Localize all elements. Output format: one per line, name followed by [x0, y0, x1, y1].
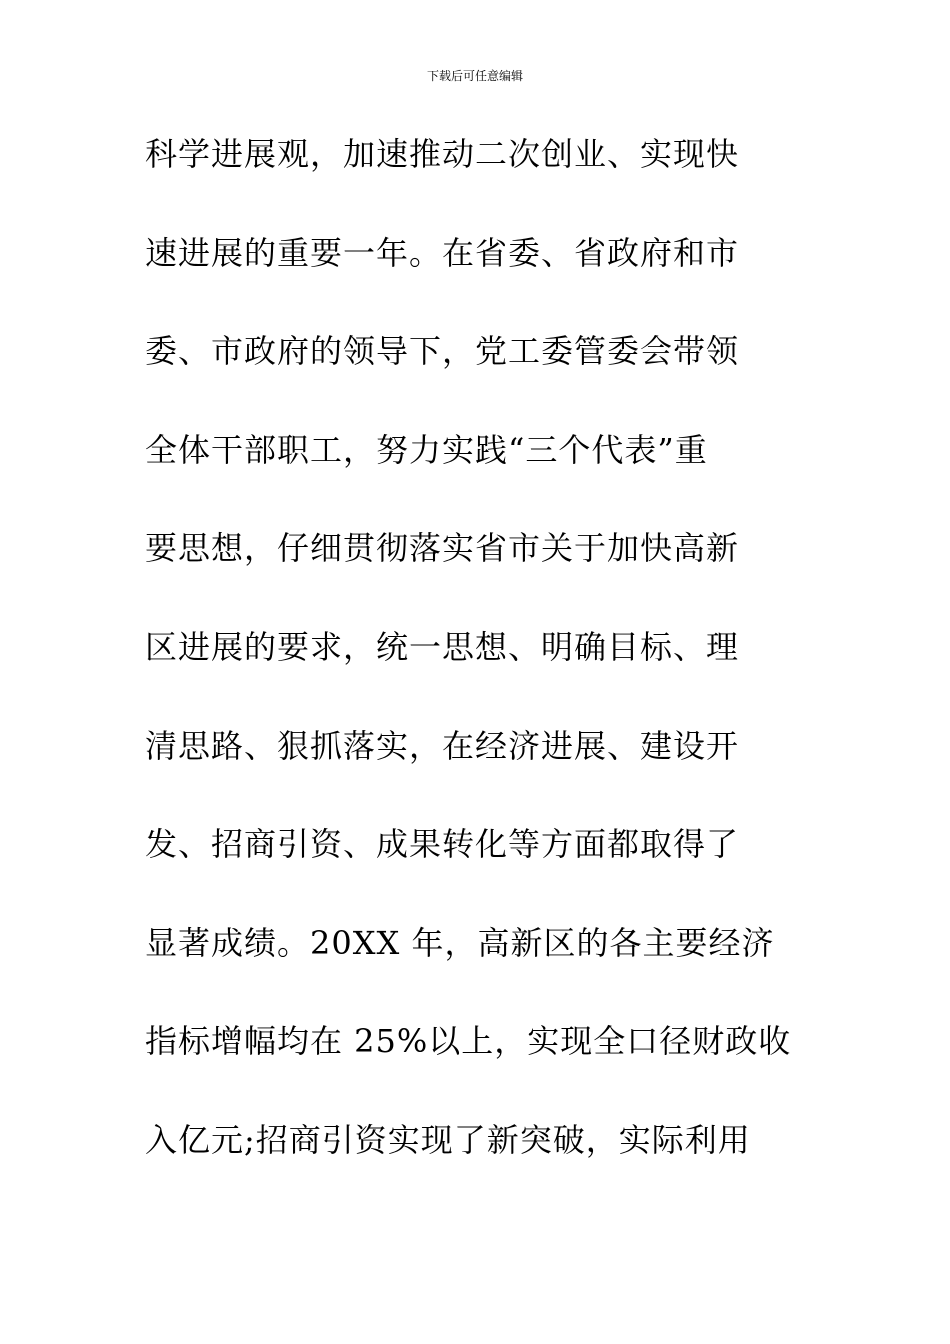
text-line: 区进展的要求，统一思想、明确目标、理 [145, 627, 740, 666]
text-line: 科学进展观，加速推动二次创业、实现快 [145, 135, 740, 173]
header-note: 下载后可任意编辑 [426, 69, 523, 83]
text-line: 指标增幅均在 25%以上，实现全口径财政收 [145, 1022, 792, 1061]
text-line: 显著成绩。20XX 年，高新区的各主要经济 [145, 923, 775, 962]
text-line: 全体干部职工，努力实践“三个代表”重 [145, 430, 708, 469]
text-line: 速进展的重要一年。在省委、省政府和市 [145, 233, 740, 272]
body-text [145, 126, 825, 1211]
text-line: 入亿元;招商引资实现了新突破，实际利用 [145, 1120, 751, 1159]
text-line: 清思路、狠抓落实，在经济进展、建设开 [145, 726, 740, 765]
text-line: 委、市政府的领导下，党工委管委会带领 [145, 332, 740, 371]
text-line: 发、招商引资、成果转化等方面都取得了 [145, 825, 740, 864]
text-line: 要思想，仔细贯彻落实省市关于加快高新 [145, 529, 740, 568]
